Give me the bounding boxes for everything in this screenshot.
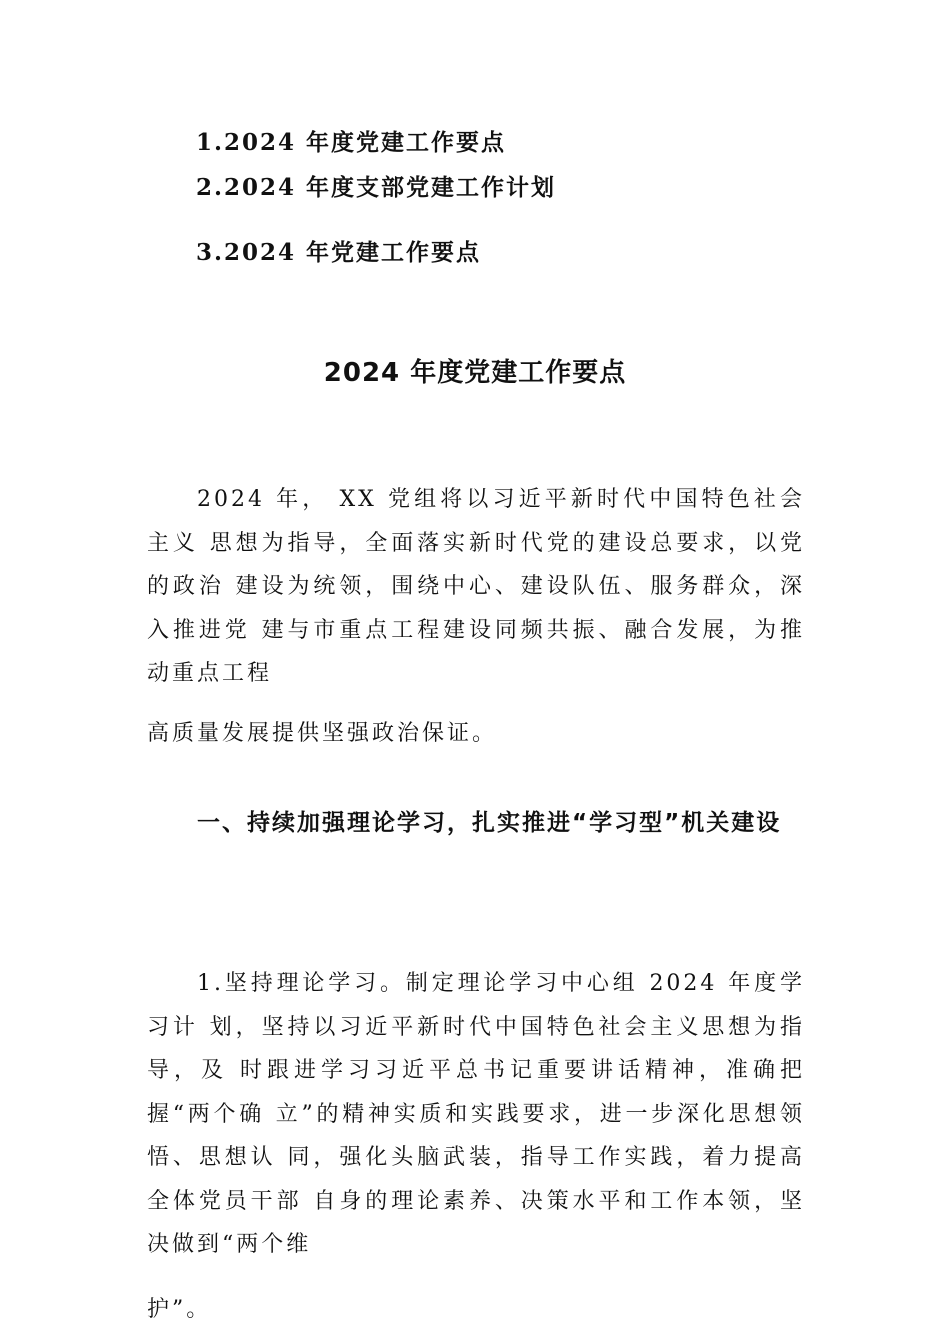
document-title: 2024 年度党建工作要点	[323, 358, 627, 388]
intro-continuation: 高质量发展提供坚强政治保证。	[147, 721, 498, 746]
toc-item-1: 1.2024 年度党建工作要点	[196, 129, 507, 156]
section1-item1-paragraph: 1.坚持理论学习。制定理论学习中心组 2024 年度学习计 划，坚持以习近平新时代中国特色社会主义思想为指导，及 时跟进学习习近平总书记重要讲话精神，准确把握“两个确 立”的精神实质和实践要求，进一步深化思想领悟、思想认 同，强化头脑武装，指导工作实践，着力提高全体党员干部 自身的理论素养、决策水平和工作本领，坚决做到“两个维	[147, 971, 805, 1257]
section-heading-1: 一、持续加强理论学习，扎实推进“学习型”机关建设	[197, 810, 782, 836]
toc-item-2: 2.2024 年度支部党建工作计划	[196, 174, 557, 201]
intro-paragraph: 2024 年， XX 党组将以习近平新时代中国特色社会主义 思想为指导，全面落实新时代党的建设总要求，以党的政治 建设为统领，围绕中心、建设队伍、服务群众，深入推进党 建与市重点工程建设同频共振、融合发展，为推动重点工程	[147, 487, 805, 686]
section1-item1-continuation: 护”。	[147, 1297, 212, 1322]
toc-item-3: 3.2024 年党建工作要点	[196, 239, 482, 266]
